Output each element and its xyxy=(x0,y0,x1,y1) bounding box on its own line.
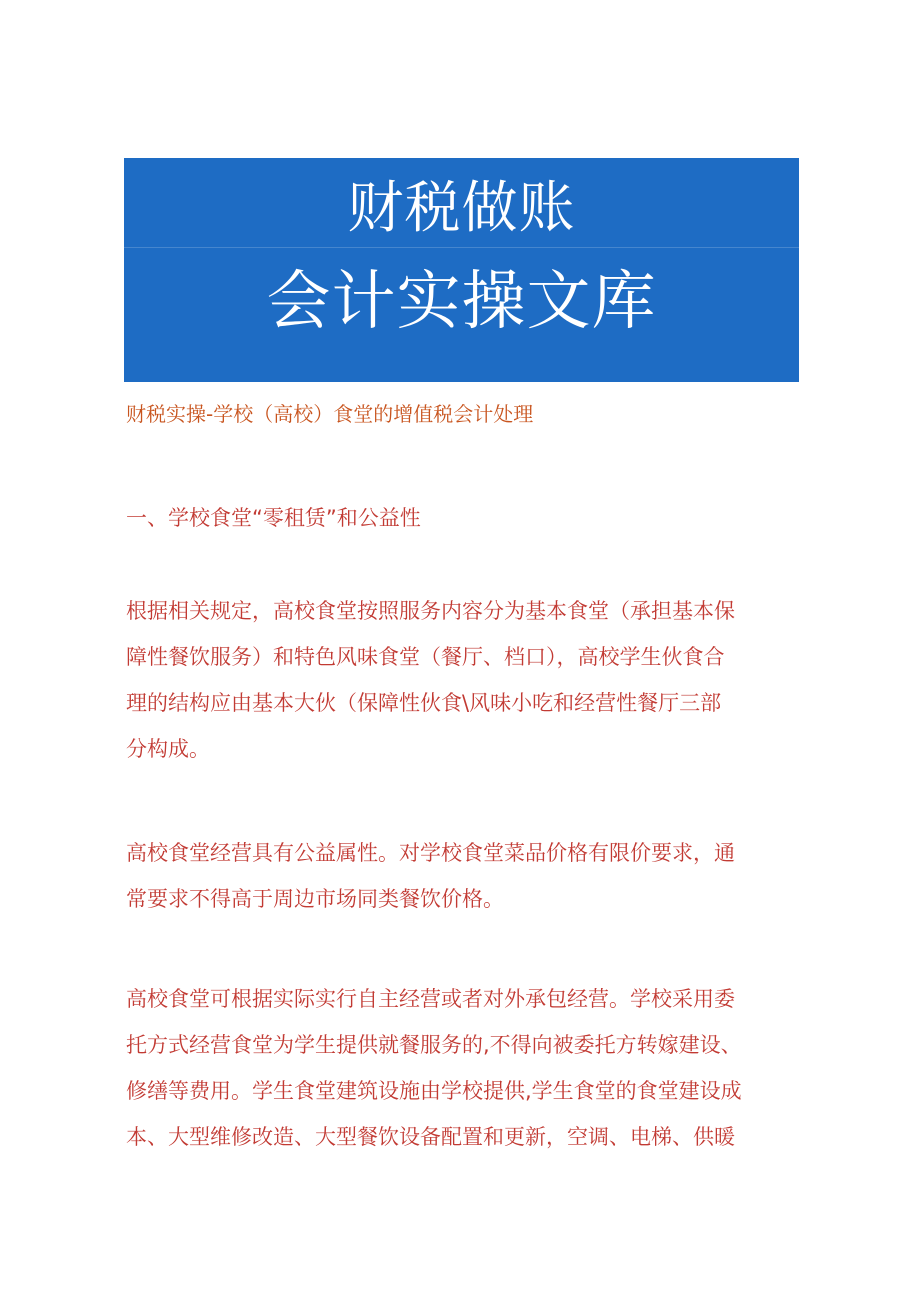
banner-title-line1: 财税做账 xyxy=(347,176,576,241)
paragraph-3 xyxy=(126,976,806,1160)
paragraph-line: 本、大型维修改造、大型餐饮设备配置和更新，空调、电梯、供暖 xyxy=(126,1125,735,1149)
paragraph-2 xyxy=(126,830,806,922)
paragraph-line: 理的结构应由基本大伙（保障性伙食\风味小吃和经营性餐厅三部 xyxy=(126,691,722,715)
paragraph-line: 分构成。 xyxy=(126,737,210,761)
paragraph-1 xyxy=(126,588,806,772)
paragraph-line: 常要求不得高于周边市场同类餐饮价格。 xyxy=(126,887,504,911)
paragraph-line: 修缮等费用。学生食堂建筑设施由学校提供,学生食堂的食堂建设成 xyxy=(126,1079,742,1103)
paragraph-line: 托方式经营食堂为学生提供就餐服务的,不得向被委托方转嫁建设、 xyxy=(126,1033,742,1057)
paragraph-line: 高校食堂可根据实际实行自主经营或者对外承包经营。学校采用委 xyxy=(126,987,735,1011)
header-banner xyxy=(124,158,799,382)
paragraph-line: 障性餐饮服务）和特色风味食堂（餐厅、档口），高校学生伙食合 xyxy=(126,645,725,669)
banner-title-line2: 会计实操文库 xyxy=(266,265,657,339)
section-heading: 一、学校食堂“零租赁”和公益性 xyxy=(126,506,421,530)
banner-divider xyxy=(124,247,799,248)
paragraph-line: 根据相关规定，高校食堂按照服务内容分为基本食堂（承担基本保 xyxy=(126,599,735,623)
document-title: 财税实操-学校（高校）食堂的增值税会计处理 xyxy=(126,402,534,426)
paragraph-line: 高校食堂经营具有公益属性。对学校食堂菜品价格有限价要求，通 xyxy=(126,841,735,865)
